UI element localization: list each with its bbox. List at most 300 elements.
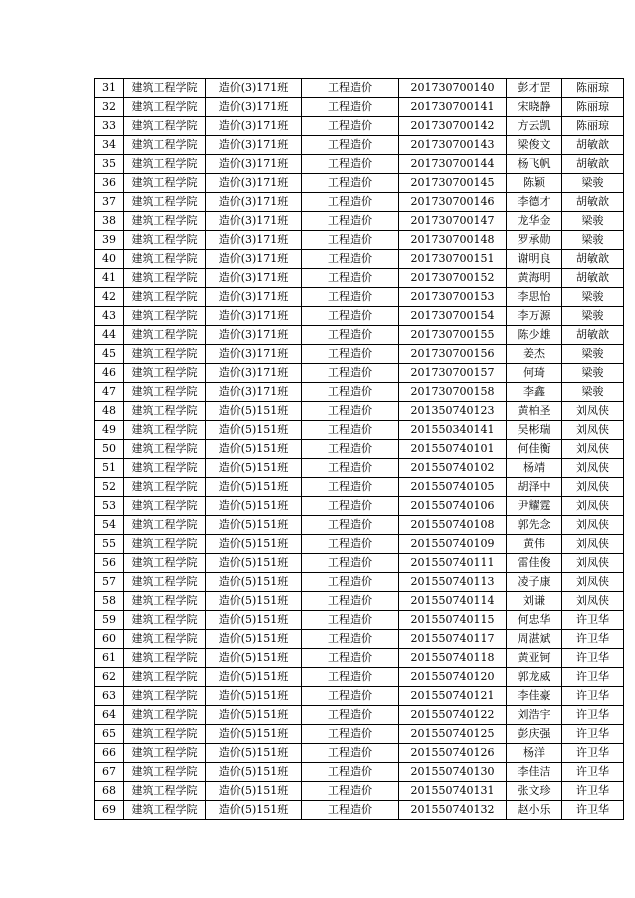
college-cell: 建筑工程学院 (124, 554, 206, 573)
row-number-cell: 54 (95, 516, 124, 535)
table-row (95, 288, 624, 307)
major-cell: 工程造价 (302, 725, 399, 744)
major-cell: 工程造价 (302, 535, 399, 554)
major-cell: 工程造价 (302, 497, 399, 516)
college-cell: 建筑工程学院 (124, 174, 206, 193)
college-cell: 建筑工程学院 (124, 212, 206, 231)
student-id-cell: 201730700157 (399, 364, 507, 383)
advisor-cell: 刘凤侠 (562, 592, 624, 611)
class-cell: 造价(5)151班 (206, 744, 302, 763)
major-cell: 工程造价 (302, 155, 399, 174)
class-cell: 造价(5)151班 (206, 668, 302, 687)
student-name-cell: 周湛斌 (507, 630, 562, 649)
major-cell: 工程造价 (302, 193, 399, 212)
class-cell: 造价(3)171班 (206, 136, 302, 155)
table-row (95, 649, 624, 668)
major-cell: 工程造价 (302, 687, 399, 706)
table-row (95, 801, 624, 820)
row-number-cell: 65 (95, 725, 124, 744)
row-number-cell: 67 (95, 763, 124, 782)
table-body (95, 79, 624, 820)
student-name-cell: 郭先念 (507, 516, 562, 535)
college-cell: 建筑工程学院 (124, 117, 206, 136)
college-cell: 建筑工程学院 (124, 193, 206, 212)
major-cell: 工程造价 (302, 79, 399, 98)
student-id-cell: 201550740120 (399, 668, 507, 687)
row-number-cell: 49 (95, 421, 124, 440)
student-id-cell: 201730700155 (399, 326, 507, 345)
student-id-cell: 201730700143 (399, 136, 507, 155)
advisor-cell: 刘凤侠 (562, 573, 624, 592)
class-cell: 造价(3)171班 (206, 117, 302, 136)
advisor-cell: 许卫华 (562, 782, 624, 801)
class-cell: 造价(5)151班 (206, 459, 302, 478)
row-number-cell: 48 (95, 402, 124, 421)
student-name-cell: 张文珍 (507, 782, 562, 801)
table-row (95, 269, 624, 288)
student-name-cell: 李德才 (507, 193, 562, 212)
major-cell: 工程造价 (302, 573, 399, 592)
student-id-cell: 201550740114 (399, 592, 507, 611)
student-id-cell: 201550740122 (399, 706, 507, 725)
student-name-cell: 刘谦 (507, 592, 562, 611)
class-cell: 造价(3)171班 (206, 345, 302, 364)
advisor-cell: 刘凤侠 (562, 421, 624, 440)
row-number-cell: 47 (95, 383, 124, 402)
advisor-cell: 刘凤侠 (562, 497, 624, 516)
table-row (95, 687, 624, 706)
student-id-cell: 201550740115 (399, 611, 507, 630)
table-row (95, 364, 624, 383)
student-id-cell: 201730700140 (399, 79, 507, 98)
class-cell: 造价(3)171班 (206, 193, 302, 212)
row-number-cell: 46 (95, 364, 124, 383)
row-number-cell: 32 (95, 98, 124, 117)
college-cell: 建筑工程学院 (124, 535, 206, 554)
advisor-cell: 刘凤侠 (562, 402, 624, 421)
row-number-cell: 51 (95, 459, 124, 478)
class-cell: 造价(5)151班 (206, 497, 302, 516)
student-name-cell: 彭才罡 (507, 79, 562, 98)
class-cell: 造价(5)151班 (206, 725, 302, 744)
row-number-cell: 57 (95, 573, 124, 592)
student-id-cell: 201730700158 (399, 383, 507, 402)
advisor-cell: 刘凤侠 (562, 478, 624, 497)
class-cell: 造价(5)151班 (206, 687, 302, 706)
table-row (95, 459, 624, 478)
college-cell: 建筑工程学院 (124, 269, 206, 288)
college-cell: 建筑工程学院 (124, 288, 206, 307)
class-cell: 造价(5)151班 (206, 611, 302, 630)
table-row (95, 611, 624, 630)
student-name-cell: 梁俊文 (507, 136, 562, 155)
table-row (95, 117, 624, 136)
student-name-cell: 杨洋 (507, 744, 562, 763)
advisor-cell: 许卫华 (562, 687, 624, 706)
row-number-cell: 55 (95, 535, 124, 554)
student-id-cell: 201550740108 (399, 516, 507, 535)
row-number-cell: 45 (95, 345, 124, 364)
student-name-cell: 杨靖 (507, 459, 562, 478)
row-number-cell: 53 (95, 497, 124, 516)
college-cell: 建筑工程学院 (124, 497, 206, 516)
table-row (95, 98, 624, 117)
college-cell: 建筑工程学院 (124, 421, 206, 440)
advisor-cell: 许卫华 (562, 725, 624, 744)
advisor-cell: 梁骏 (562, 231, 624, 250)
advisor-cell: 许卫华 (562, 649, 624, 668)
student-name-cell: 陈少雄 (507, 326, 562, 345)
advisor-cell: 胡敏歆 (562, 136, 624, 155)
college-cell: 建筑工程学院 (124, 630, 206, 649)
advisor-cell: 刘凤侠 (562, 516, 624, 535)
student-name-cell: 杨飞帆 (507, 155, 562, 174)
student-list-table (94, 78, 624, 820)
row-number-cell: 61 (95, 649, 124, 668)
student-name-cell: 雷佳俊 (507, 554, 562, 573)
advisor-cell: 梁骏 (562, 288, 624, 307)
table-row (95, 763, 624, 782)
college-cell: 建筑工程学院 (124, 326, 206, 345)
college-cell: 建筑工程学院 (124, 668, 206, 687)
table-row (95, 174, 624, 193)
college-cell: 建筑工程学院 (124, 250, 206, 269)
row-number-cell: 41 (95, 269, 124, 288)
row-number-cell: 44 (95, 326, 124, 345)
student-id-cell: 201730700145 (399, 174, 507, 193)
row-number-cell: 59 (95, 611, 124, 630)
student-id-cell: 201550740126 (399, 744, 507, 763)
table-row (95, 231, 624, 250)
major-cell: 工程造价 (302, 231, 399, 250)
college-cell: 建筑工程学院 (124, 79, 206, 98)
major-cell: 工程造价 (302, 117, 399, 136)
student-name-cell: 宋晓静 (507, 98, 562, 117)
class-cell: 造价(3)171班 (206, 288, 302, 307)
student-id-cell: 201730700144 (399, 155, 507, 174)
advisor-cell: 梁骏 (562, 174, 624, 193)
major-cell: 工程造价 (302, 326, 399, 345)
advisor-cell: 陈丽琼 (562, 117, 624, 136)
table-row (95, 421, 624, 440)
class-cell: 造价(5)151班 (206, 478, 302, 497)
college-cell: 建筑工程学院 (124, 801, 206, 820)
advisor-cell: 梁骏 (562, 307, 624, 326)
student-id-cell: 201730700154 (399, 307, 507, 326)
college-cell: 建筑工程学院 (124, 763, 206, 782)
college-cell: 建筑工程学院 (124, 402, 206, 421)
student-id-cell: 201730700141 (399, 98, 507, 117)
major-cell: 工程造价 (302, 98, 399, 117)
major-cell: 工程造价 (302, 592, 399, 611)
row-number-cell: 37 (95, 193, 124, 212)
college-cell: 建筑工程学院 (124, 687, 206, 706)
class-cell: 造价(3)171班 (206, 155, 302, 174)
class-cell: 造价(3)171班 (206, 174, 302, 193)
student-id-cell: 201550740125 (399, 725, 507, 744)
student-name-cell: 黄海明 (507, 269, 562, 288)
table-row (95, 592, 624, 611)
class-cell: 造价(3)171班 (206, 250, 302, 269)
table-row (95, 307, 624, 326)
advisor-cell: 胡敏歆 (562, 326, 624, 345)
student-id-cell: 201730700156 (399, 345, 507, 364)
college-cell: 建筑工程学院 (124, 345, 206, 364)
student-name-cell: 龙华金 (507, 212, 562, 231)
student-id-cell: 201730700152 (399, 269, 507, 288)
major-cell: 工程造价 (302, 478, 399, 497)
student-id-cell: 201730700142 (399, 117, 507, 136)
class-cell: 造价(3)171班 (206, 307, 302, 326)
advisor-cell: 梁骏 (562, 212, 624, 231)
table-row (95, 136, 624, 155)
class-cell: 造价(5)151班 (206, 421, 302, 440)
major-cell: 工程造价 (302, 744, 399, 763)
row-number-cell: 36 (95, 174, 124, 193)
class-cell: 造价(3)171班 (206, 212, 302, 231)
advisor-cell: 胡敏歆 (562, 250, 624, 269)
student-id-cell: 201730700148 (399, 231, 507, 250)
student-name-cell: 陈颖 (507, 174, 562, 193)
major-cell: 工程造价 (302, 402, 399, 421)
student-name-cell: 黄柏圣 (507, 402, 562, 421)
major-cell: 工程造价 (302, 516, 399, 535)
advisor-cell: 陈丽琼 (562, 79, 624, 98)
student-name-cell: 姜杰 (507, 345, 562, 364)
student-id-cell: 201550740117 (399, 630, 507, 649)
row-number-cell: 63 (95, 687, 124, 706)
major-cell: 工程造价 (302, 668, 399, 687)
college-cell: 建筑工程学院 (124, 592, 206, 611)
row-number-cell: 34 (95, 136, 124, 155)
student-id-cell: 201730700146 (399, 193, 507, 212)
major-cell: 工程造价 (302, 649, 399, 668)
row-number-cell: 69 (95, 801, 124, 820)
student-id-cell: 201550740118 (399, 649, 507, 668)
advisor-cell: 梁骏 (562, 364, 624, 383)
major-cell: 工程造价 (302, 801, 399, 820)
class-cell: 造价(5)151班 (206, 649, 302, 668)
student-id-cell: 201550740105 (399, 478, 507, 497)
class-cell: 造价(5)151班 (206, 573, 302, 592)
major-cell: 工程造价 (302, 174, 399, 193)
row-number-cell: 33 (95, 117, 124, 136)
advisor-cell: 胡敏歆 (562, 155, 624, 174)
college-cell: 建筑工程学院 (124, 440, 206, 459)
class-cell: 造价(3)171班 (206, 326, 302, 345)
student-id-cell: 201550740121 (399, 687, 507, 706)
student-name-cell: 李万源 (507, 307, 562, 326)
class-cell: 造价(5)151班 (206, 592, 302, 611)
row-number-cell: 50 (95, 440, 124, 459)
table-row (95, 573, 624, 592)
student-name-cell: 吴彬瑞 (507, 421, 562, 440)
student-id-cell: 201550740106 (399, 497, 507, 516)
college-cell: 建筑工程学院 (124, 611, 206, 630)
college-cell: 建筑工程学院 (124, 782, 206, 801)
advisor-cell: 许卫华 (562, 763, 624, 782)
college-cell: 建筑工程学院 (124, 98, 206, 117)
student-id-cell: 201550740109 (399, 535, 507, 554)
student-name-cell: 何忠华 (507, 611, 562, 630)
student-id-cell: 201350740123 (399, 402, 507, 421)
class-cell: 造价(3)171班 (206, 364, 302, 383)
student-name-cell: 谢明良 (507, 250, 562, 269)
class-cell: 造价(3)171班 (206, 231, 302, 250)
class-cell: 造价(5)151班 (206, 630, 302, 649)
student-name-cell: 赵小乐 (507, 801, 562, 820)
table-row (95, 402, 624, 421)
major-cell: 工程造价 (302, 345, 399, 364)
student-id-cell: 201550340141 (399, 421, 507, 440)
student-name-cell: 方云凯 (507, 117, 562, 136)
student-id-cell: 201730700153 (399, 288, 507, 307)
table-row (95, 782, 624, 801)
student-id-cell: 201550740130 (399, 763, 507, 782)
student-name-cell: 罗承勋 (507, 231, 562, 250)
advisor-cell: 许卫华 (562, 611, 624, 630)
college-cell: 建筑工程学院 (124, 706, 206, 725)
table-row (95, 668, 624, 687)
student-id-cell: 201550740101 (399, 440, 507, 459)
class-cell: 造价(5)151班 (206, 516, 302, 535)
row-number-cell: 60 (95, 630, 124, 649)
table-row (95, 79, 624, 98)
major-cell: 工程造价 (302, 421, 399, 440)
advisor-cell: 梁骏 (562, 383, 624, 402)
table-row (95, 326, 624, 345)
college-cell: 建筑工程学院 (124, 478, 206, 497)
row-number-cell: 64 (95, 706, 124, 725)
advisor-cell: 许卫华 (562, 668, 624, 687)
table-row (95, 383, 624, 402)
college-cell: 建筑工程学院 (124, 459, 206, 478)
college-cell: 建筑工程学院 (124, 725, 206, 744)
student-id-cell: 201550740132 (399, 801, 507, 820)
college-cell: 建筑工程学院 (124, 155, 206, 174)
advisor-cell: 许卫华 (562, 706, 624, 725)
advisor-cell: 许卫华 (562, 744, 624, 763)
table-row (95, 193, 624, 212)
table-row (95, 706, 624, 725)
student-name-cell: 胡泽中 (507, 478, 562, 497)
row-number-cell: 42 (95, 288, 124, 307)
advisor-cell: 许卫华 (562, 630, 624, 649)
advisor-cell: 刘凤侠 (562, 459, 624, 478)
row-number-cell: 43 (95, 307, 124, 326)
advisor-cell: 梁骏 (562, 345, 624, 364)
major-cell: 工程造价 (302, 763, 399, 782)
college-cell: 建筑工程学院 (124, 383, 206, 402)
major-cell: 工程造价 (302, 250, 399, 269)
row-number-cell: 38 (95, 212, 124, 231)
college-cell: 建筑工程学院 (124, 364, 206, 383)
major-cell: 工程造价 (302, 307, 399, 326)
student-name-cell: 刘浩宇 (507, 706, 562, 725)
student-name-cell: 李思怡 (507, 288, 562, 307)
major-cell: 工程造价 (302, 136, 399, 155)
row-number-cell: 31 (95, 79, 124, 98)
student-name-cell: 李佳洁 (507, 763, 562, 782)
major-cell: 工程造价 (302, 611, 399, 630)
table-row (95, 478, 624, 497)
student-name-cell: 李佳豪 (507, 687, 562, 706)
major-cell: 工程造价 (302, 782, 399, 801)
student-id-cell: 201550740113 (399, 573, 507, 592)
advisor-cell: 许卫华 (562, 801, 624, 820)
row-number-cell: 66 (95, 744, 124, 763)
advisor-cell: 陈丽琼 (562, 98, 624, 117)
row-number-cell: 58 (95, 592, 124, 611)
major-cell: 工程造价 (302, 554, 399, 573)
class-cell: 造价(3)171班 (206, 383, 302, 402)
class-cell: 造价(3)171班 (206, 269, 302, 288)
advisor-cell: 刘凤侠 (562, 440, 624, 459)
table-row (95, 250, 624, 269)
class-cell: 造价(5)151班 (206, 801, 302, 820)
table-row (95, 155, 624, 174)
class-cell: 造价(5)151班 (206, 440, 302, 459)
table-row (95, 212, 624, 231)
college-cell: 建筑工程学院 (124, 307, 206, 326)
major-cell: 工程造价 (302, 288, 399, 307)
class-cell: 造价(3)171班 (206, 98, 302, 117)
row-number-cell: 52 (95, 478, 124, 497)
major-cell: 工程造价 (302, 269, 399, 288)
class-cell: 造价(5)151班 (206, 535, 302, 554)
class-cell: 造价(5)151班 (206, 554, 302, 573)
advisor-cell: 刘凤侠 (562, 535, 624, 554)
college-cell: 建筑工程学院 (124, 649, 206, 668)
table-row (95, 516, 624, 535)
row-number-cell: 56 (95, 554, 124, 573)
student-name-cell: 何佳衡 (507, 440, 562, 459)
class-cell: 造价(5)151班 (206, 782, 302, 801)
row-number-cell: 39 (95, 231, 124, 250)
class-cell: 造价(5)151班 (206, 402, 302, 421)
table-row (95, 725, 624, 744)
major-cell: 工程造价 (302, 364, 399, 383)
class-cell: 造价(5)151班 (206, 706, 302, 725)
advisor-cell: 刘凤侠 (562, 554, 624, 573)
advisor-cell: 胡敏歆 (562, 193, 624, 212)
student-id-cell: 201550740102 (399, 459, 507, 478)
table-row (95, 744, 624, 763)
table-row (95, 554, 624, 573)
table-row (95, 497, 624, 516)
student-name-cell: 何琦 (507, 364, 562, 383)
row-number-cell: 35 (95, 155, 124, 174)
college-cell: 建筑工程学院 (124, 516, 206, 535)
student-id-cell: 201730700151 (399, 250, 507, 269)
row-number-cell: 68 (95, 782, 124, 801)
student-name-cell: 郭龙威 (507, 668, 562, 687)
student-id-cell: 201550740131 (399, 782, 507, 801)
advisor-cell: 胡敏歆 (562, 269, 624, 288)
major-cell: 工程造价 (302, 630, 399, 649)
table-row (95, 630, 624, 649)
row-number-cell: 62 (95, 668, 124, 687)
row-number-cell: 40 (95, 250, 124, 269)
student-id-cell: 201550740111 (399, 554, 507, 573)
student-name-cell: 李鑫 (507, 383, 562, 402)
college-cell: 建筑工程学院 (124, 744, 206, 763)
major-cell: 工程造价 (302, 212, 399, 231)
table-row (95, 440, 624, 459)
college-cell: 建筑工程学院 (124, 136, 206, 155)
student-id-cell: 201730700147 (399, 212, 507, 231)
college-cell: 建筑工程学院 (124, 231, 206, 250)
